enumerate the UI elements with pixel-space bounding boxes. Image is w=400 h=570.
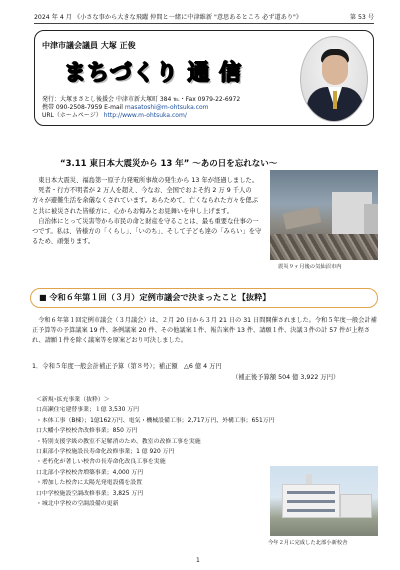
memorial-paragraph: 自治体にとって災害等から市民の命と財産を守ることは、最も重要な仕事の一つです。私は、皆様方の「くらし」、「いのち」、そして子ども達の「みらい」を守るため、頑張ります。 <box>32 217 262 246</box>
disaster-photo <box>270 170 378 260</box>
url-label: URL（ホームページ） <box>42 112 102 119</box>
list-item: 口北部小学校校舎増築事業；4,000 万円 <box>36 469 144 476</box>
email-label: E-mail <box>104 104 123 111</box>
council-paragraph: 令和６年第１回定例市議会（３月議会）は、２月 20 日から３月 21 日の 31 日間開催されました。令和５年度一般会計補正予算等の予算議案 19 件、条例議案 20 件、その他議案１件、報告案件 13 件、請願１件、決議３件の計 57 件が上程され、請願１件を除く議案等を原案どおり可決しました。 <box>32 317 377 345</box>
issue-banner <box>34 12 374 24</box>
memorial-paragraph: 東日本大震災、福島第一原子力発電所事故の発生から 13 年が経過しました。 <box>38 177 259 184</box>
list-item: ・増加した校舎に太陽光発電設備を設置 <box>36 480 143 487</box>
square-bullet-icon: ■ <box>39 293 47 302</box>
page-number: 1 <box>196 557 200 564</box>
list-item: ・老朽化が著しい校舎の長寿命化改良工事を実施 <box>36 459 166 466</box>
newsletter-logo: まちづくり 通 信 <box>64 61 243 86</box>
budget-total: （補正後予算額 504 億 3,922 万円） <box>232 373 340 381</box>
banner-text: 2024 年 4 月 《小さな事から大きな飛躍 仲間と一緒に中津維新 "意思あるところ 必ず道あり"》 <box>34 14 303 21</box>
email-link[interactable]: masatoshi@m-ohtsuka.com <box>124 104 209 111</box>
contact-info <box>42 96 240 120</box>
author-name: 中津市議会議員 大塚 正俊 <box>42 41 136 50</box>
contact-row-phone <box>42 104 240 112</box>
budget-items <box>36 395 286 509</box>
memorial-paragraph: 死者・行方不明者が 2 万人を超え、今なお、全国でおよそ約 2 万 9 千人の方々が避難生活を余儀なくされています。あらためて、亡くなられた方々を偲ぶと共に被災された皆様方に、心からお悔みとお見舞いを申し上げます。 <box>32 187 259 215</box>
contact-row-url <box>42 112 240 120</box>
council-heading <box>30 288 378 308</box>
list-item: 口東部小学校施設長寿命化改修事業；1 億 920 万円 <box>36 449 175 456</box>
list-item: 口中学校施設空調改修事業；3,825 万円 <box>36 490 144 497</box>
memorial-text <box>32 176 264 247</box>
phone: 携帯 090-2508-7959 <box>42 104 103 111</box>
list-item: 口高瀬住宅建替事業；１億 3,530 万円 <box>36 407 140 414</box>
list-item: ・本体工事（B棟）；1億162万円、電気・機械設備工事；2,717万円、外構工事；651万円 <box>36 417 275 424</box>
budget-title: 1．令和５年度一般会計補正予算（第８号）；補正額 △6 億 4 万円 <box>32 363 222 370</box>
contact-row-publisher <box>42 96 240 104</box>
address: 中津市新大塚町 384 ℡・Fax 0979-22-6972 <box>115 96 241 103</box>
budget-heading <box>32 362 378 383</box>
list-item: ・特別支援学級の教室不足解消のため、教室の改修工事を実施 <box>36 438 201 445</box>
author-portrait <box>300 36 368 122</box>
council-heading-text: 令和６年第１回（３月）定例市議会で決まったこと【抜粋】 <box>49 292 271 302</box>
list-item: ＜新規･拡充事業（抜粋）＞ <box>36 397 110 403</box>
school-photo-caption: 今年２月に完成した北部小新校舎 <box>268 540 348 546</box>
list-item: ・城北中学校の空調設備の更新 <box>36 501 119 508</box>
disaster-photo-caption: 震災９ヶ月後の気仙沼市内 <box>278 264 342 270</box>
issue-number: 第 53 号 <box>349 14 374 21</box>
publisher: 発行：大塚まさとし後援会 <box>42 96 115 103</box>
memorial-title: “3.11 東日本大震災から 13 年” ～あの日を忘れない～ <box>60 159 278 169</box>
homepage-link[interactable]: http://www.m-ohtsuka.com/ <box>103 112 187 119</box>
list-item: 口大幡小学校校舎改修事業；850 万円 <box>36 428 138 435</box>
school-photo <box>270 466 378 536</box>
council-summary <box>32 316 378 347</box>
